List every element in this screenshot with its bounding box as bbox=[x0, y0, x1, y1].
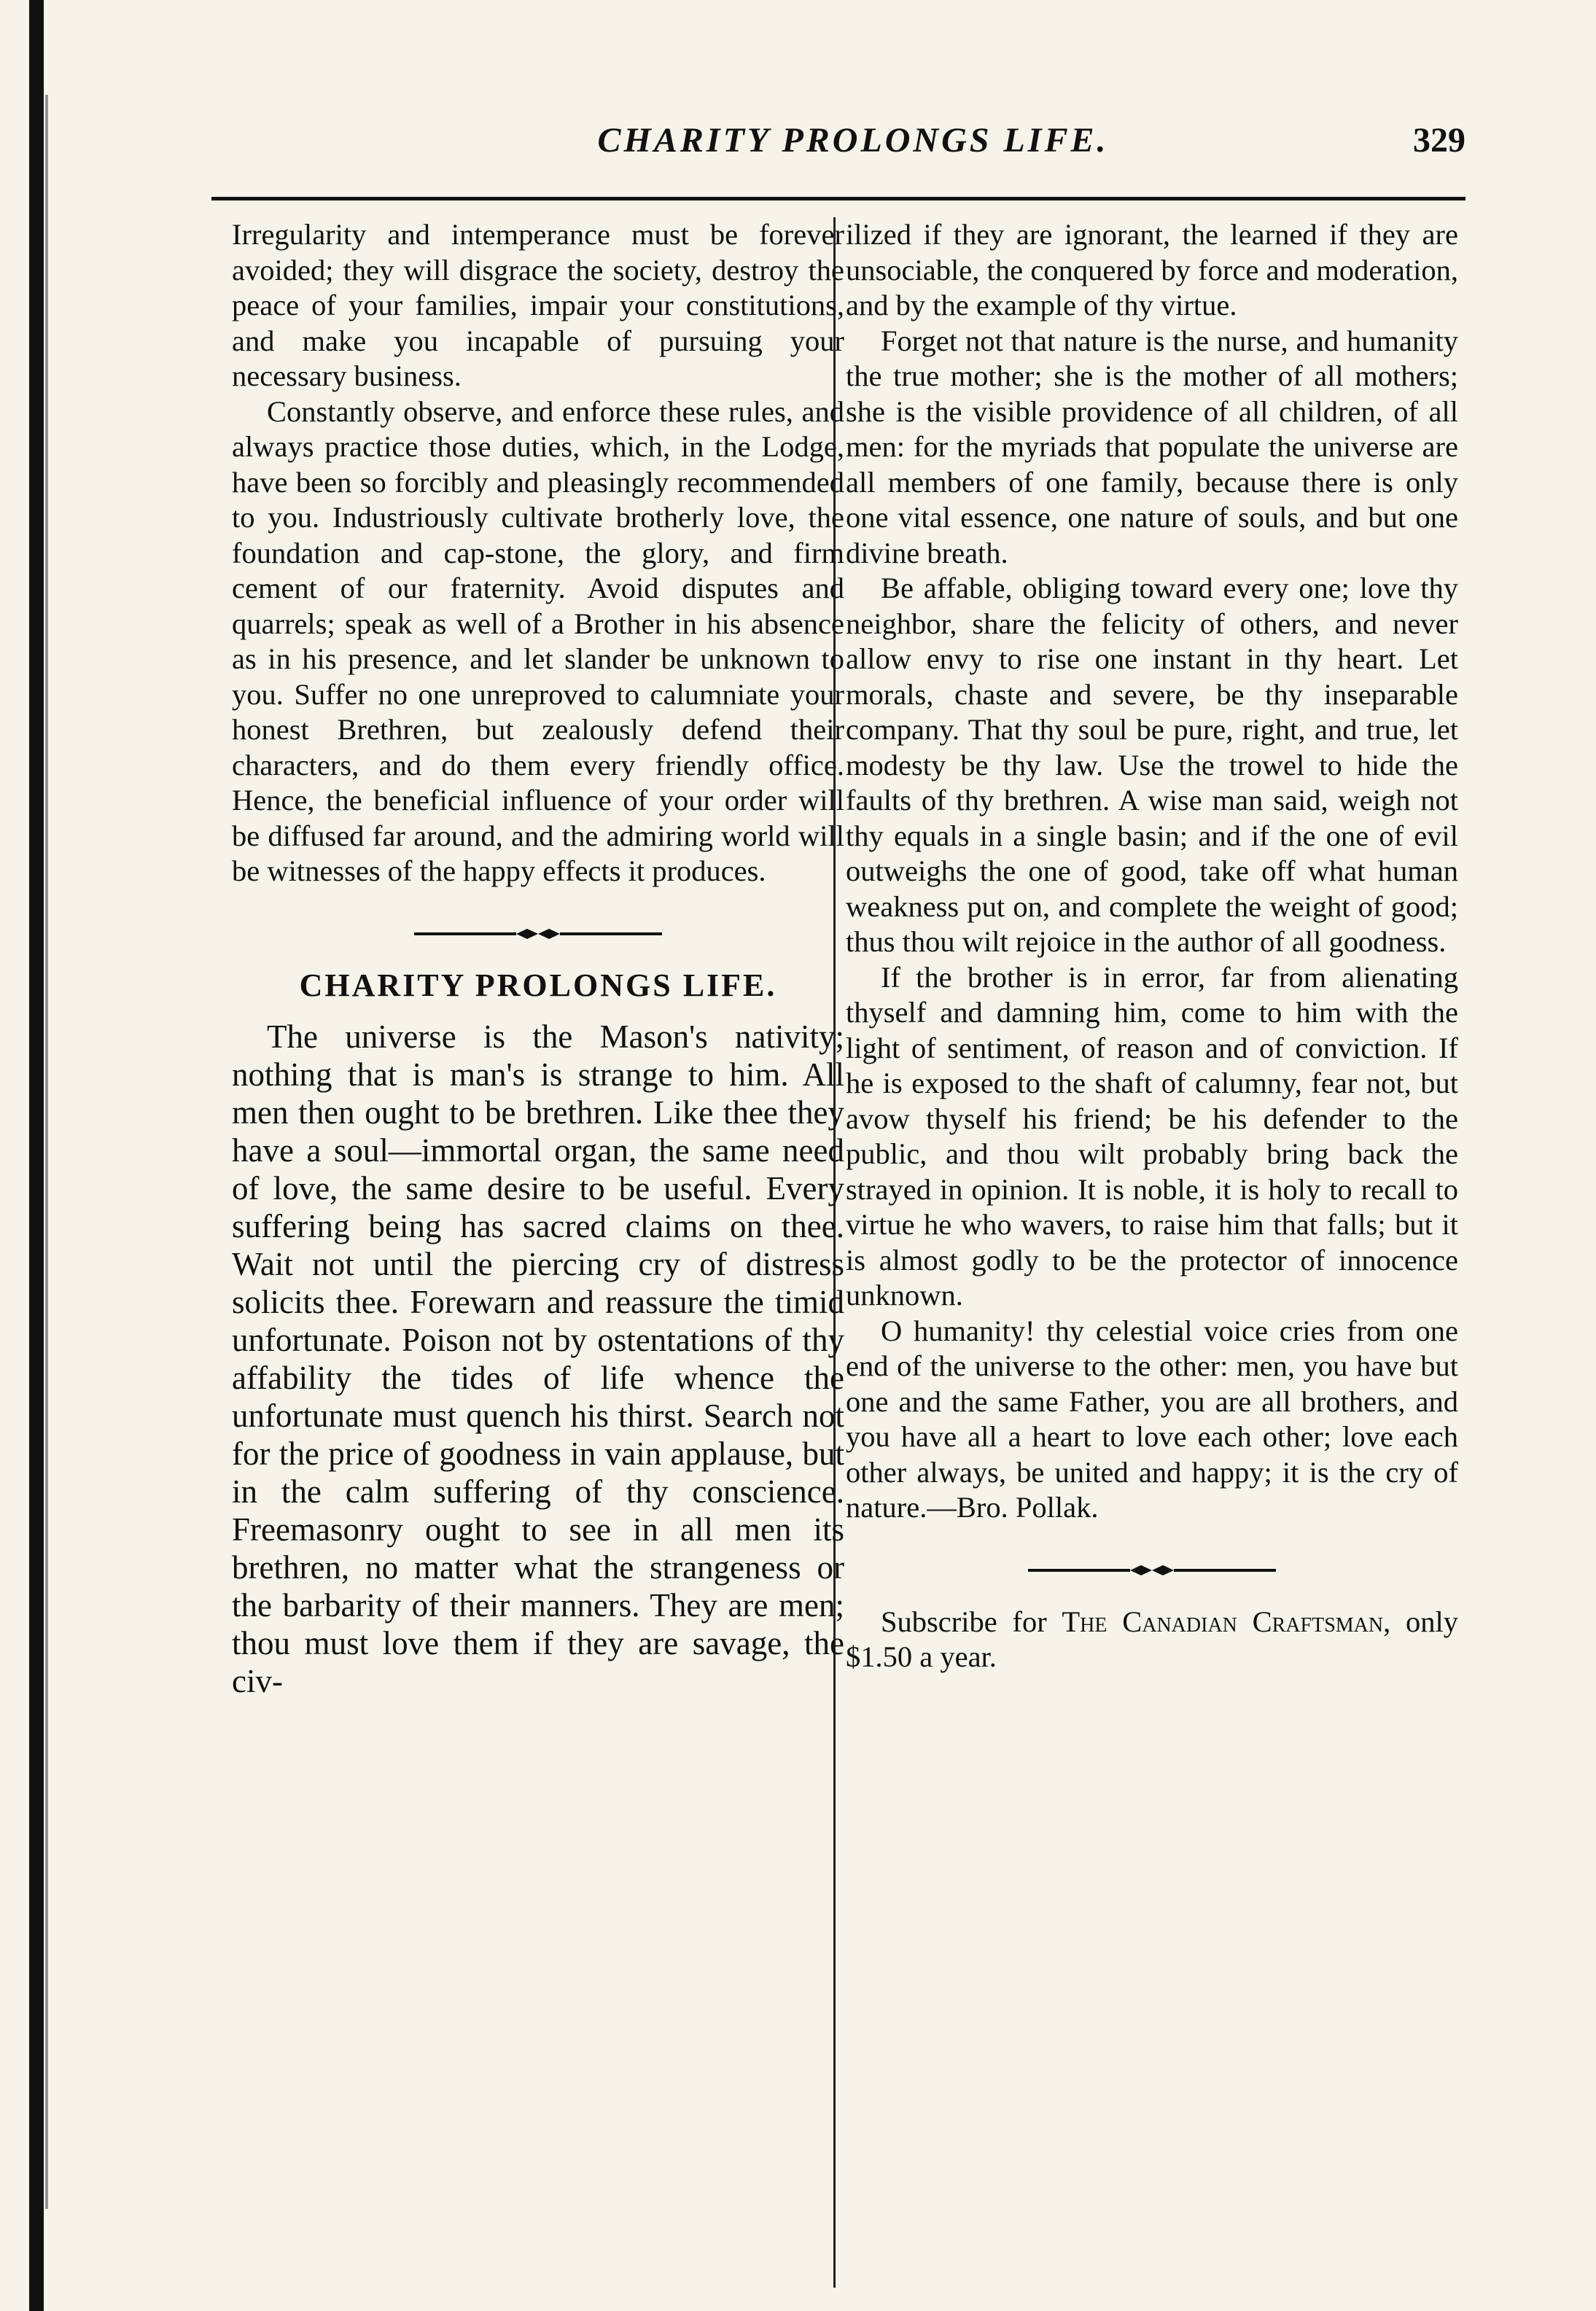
section-title: CHARITY PROLONGS LIFE. bbox=[299, 967, 777, 1003]
closing-ornament bbox=[1013, 1564, 1291, 1577]
paragraph: O humanity! thy celestial voice cries from one end of the universe to the other: men, you have but one and the same Father, you are all brothers, and you have all a heart to love each other; love each other always, be united and happy; it is the cry of nature.—Bro. Pollak. bbox=[846, 1314, 1458, 1524]
paragraph: If the brother is in error, far from alienating thyself and damning him, come to him with the light of sentiment, of reason and of conviction. If he is exposed to the shaft of calumny, fear not, but avow thyself his friend; be his defender to the public, and thou wilt probably bring back the strayed in opinion. It is noble, it is holy to recall to virtue he who wavers, to raise him that falls; but it is almost godly to be the protector of innocence unknown. bbox=[846, 960, 1458, 1312]
subscribe-suffix: , only $1.50 a year. bbox=[846, 1605, 1458, 1673]
right-column bbox=[846, 217, 1458, 1675]
paragraph: ilized if they are ignorant, the learned if they are unsociable, the conquered by force and moderation, and by the example of thy virtue. bbox=[846, 218, 1458, 321]
subscribe-prefix: Subscribe for bbox=[881, 1605, 1062, 1638]
left-column bbox=[232, 217, 844, 1700]
page-number: 329 bbox=[1413, 121, 1465, 160]
running-title: CHARITY PROLONGS LIFE. bbox=[597, 121, 1109, 160]
subscription-notice bbox=[846, 1605, 1458, 1675]
section-ornament bbox=[400, 927, 677, 940]
header-rule bbox=[211, 197, 1465, 200]
paragraph: Be affable, obliging toward every one; love thy neighbor, share the felicity of others, and never allow envy to rise one instant in thy heart. Let morals, chaste and severe, be thy inseparable company. That thy soul be pure, right, and true, let modesty be thy law. Use the trowel to hide the faults of thy brethren. A wise man said, weigh not thy equals in a single basin; and if the one of evil outweighs the one of good, take off what human weakness put on, and complete the weight of good; thus thou wilt rejoice in the author of all goodness. bbox=[846, 572, 1458, 958]
paragraph: The universe is the Mason's nativity; nothing that is man's is strange to him. All men then ought to be brethren. Like thee they have a soul—immortal organ, the same need of love, the same desire to be useful. Every suffering being has sacred claims on thee. Wait not until the piercing cry of distress solicits thee. Forewarn and reassure the timid unfortunate. Poison not by ostentations of thy affability the tides of life whence the unfortunate must quench his thirst. Search not for the price of goodness in vain applause, but in the calm suffering of thy conscience. Freemasonry ought to see in all men its brethren, no matter what the strangeness or the barbarity of their manners. They are men; thou must love them if they are savage, the civ- bbox=[232, 1018, 844, 1699]
paragraph: Irregularity and intemperance must be forever avoided; they will disgrace the society, destroy the peace of your families, impair your constitutions, and make you incapable of pursuing your necessary business. bbox=[232, 218, 844, 392]
paragraph: Constantly observe, and enforce these rules, and always practice those duties, which, in the Lodge, have been so forcibly and pleasingly recommended to you. Industriously cultivate brotherly love, the foundation and cap-stone, the glory, and firm cement of our fraternity. Avoid disputes and quarrels; speak as well of a Brother in his absence as in his presence, and let slander be unknown to you. Suffer no one unreproved to calumniate your honest Brethren, but zealously defend their characters, and do them every friendly office. Hence, the beneficial influence of your order will be diffused far around, and the admiring world will be witnesses of the happy effects it produces. bbox=[232, 394, 844, 887]
publication-name: The Canadian Craftsman bbox=[1062, 1605, 1384, 1638]
page-binding-edge bbox=[29, 0, 44, 2311]
paragraph: Forget not that nature is the nurse, and humanity the true mother; she is the mother of all mothers; she is the visible providence of all children, of all men: for the myriads that populate the universe are all members of one family, because there is only one vital essence, one nature of souls, and but one divine breath. bbox=[846, 324, 1458, 569]
page-gutter-shadow bbox=[45, 95, 48, 2209]
running-head bbox=[241, 120, 1465, 179]
